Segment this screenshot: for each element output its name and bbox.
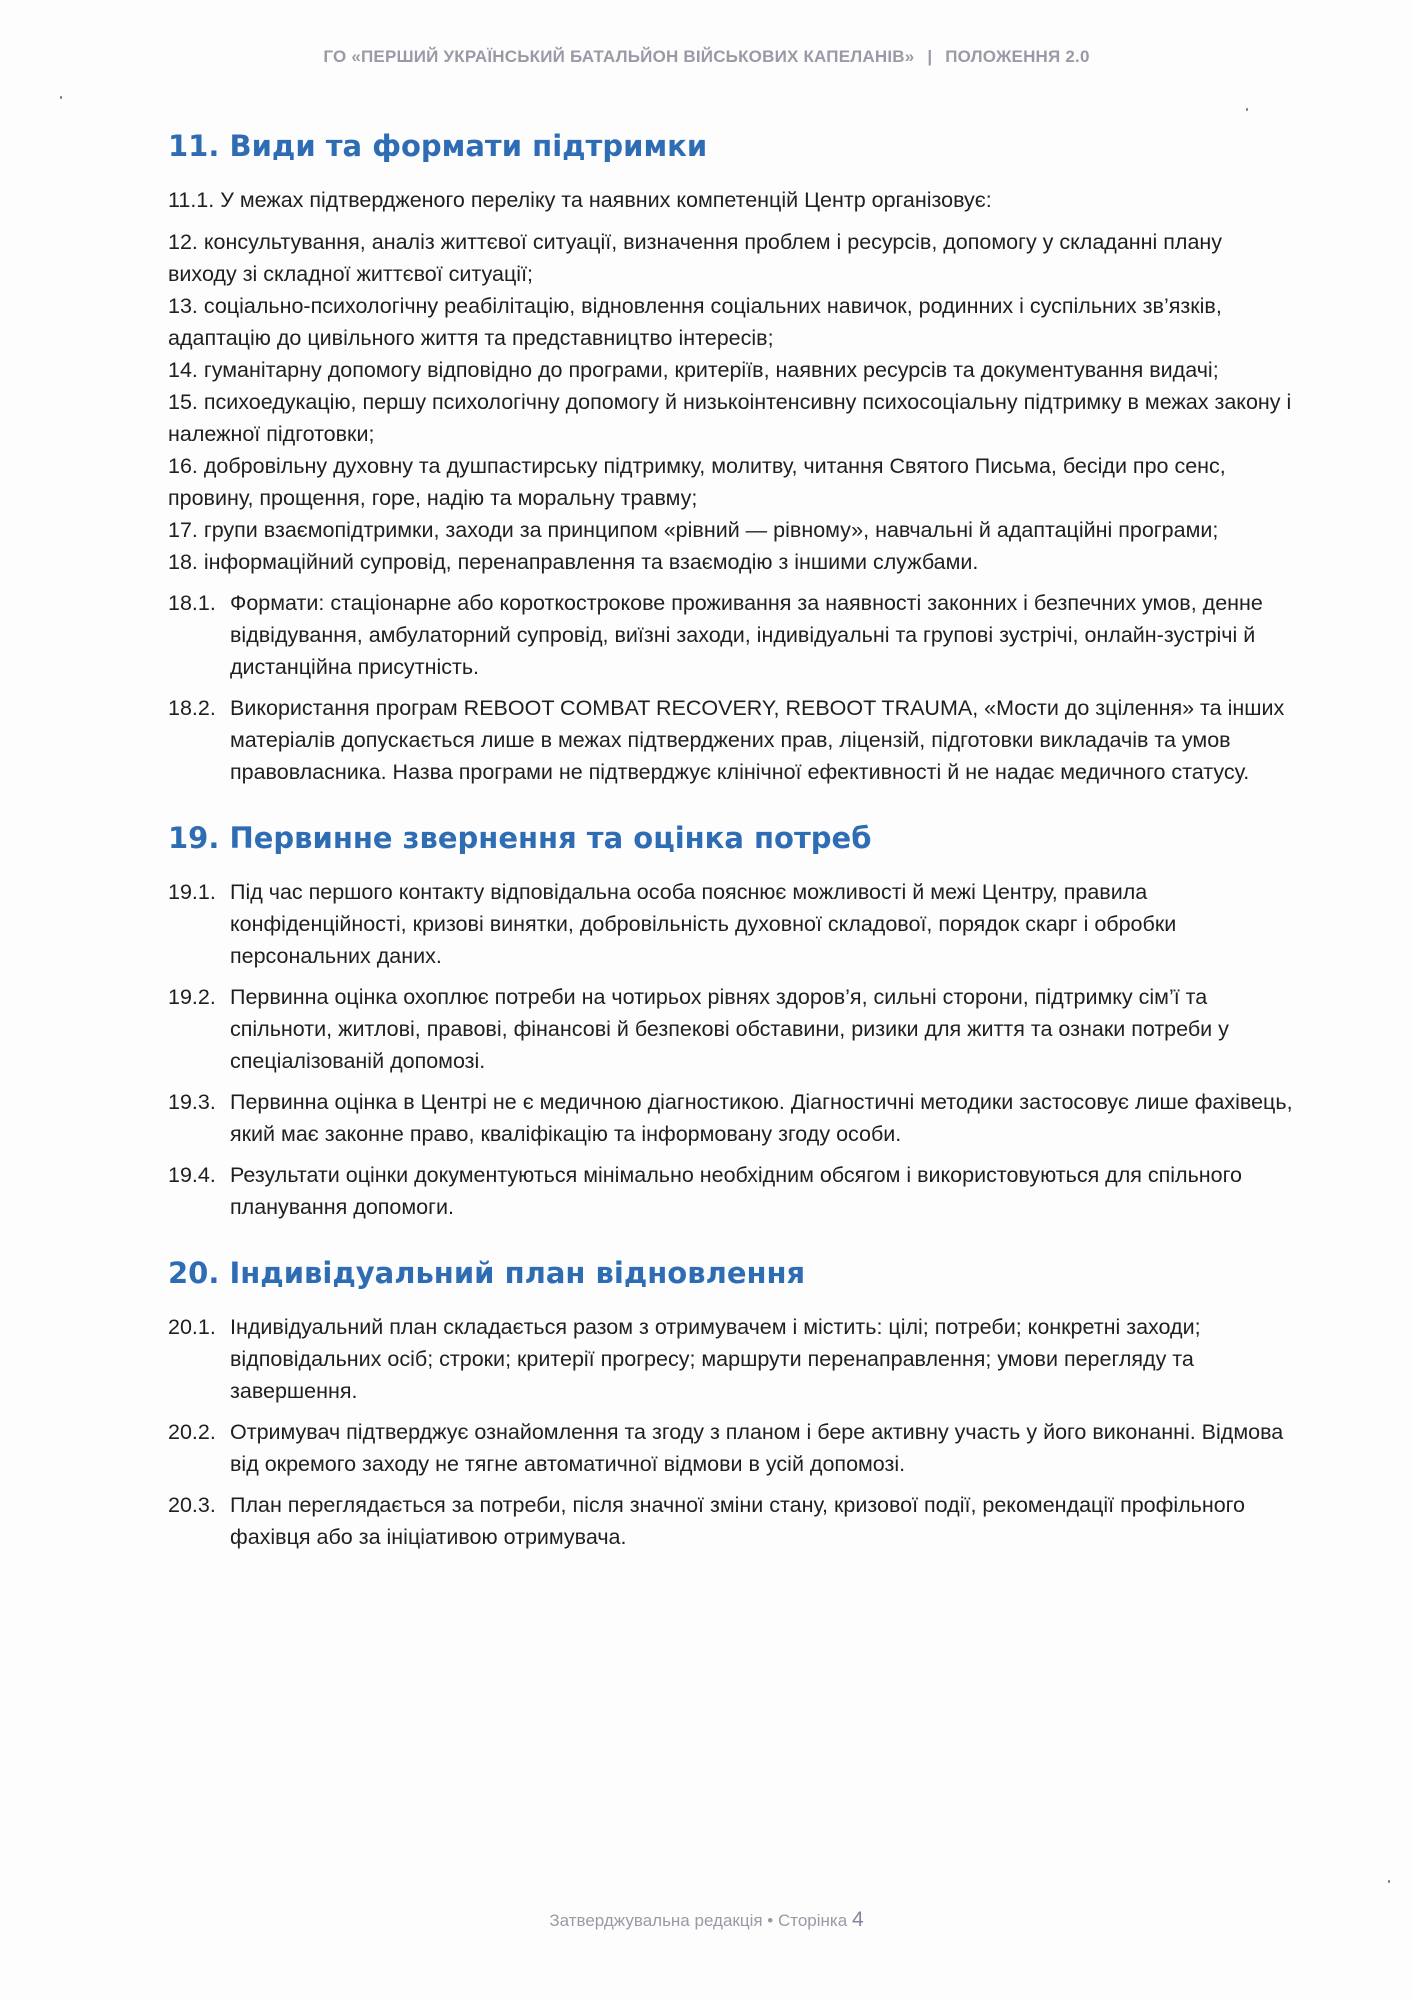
scan-speck xyxy=(60,96,62,99)
scan-speck xyxy=(1246,108,1248,111)
list-item-16: 16. добровільну духовну та душпастирську підтримку, молитву, читання Святого Письма, бесіди про сенс, провину, прощення, горе, надію та моральну травму; xyxy=(168,454,1226,510)
section-11-1-lead: 11.1. У межах підтвердженого переліку та наявних компетенцій Центр організовує: xyxy=(168,188,992,212)
clause-text: Первинна оцінка охоплює потреби на чотирьох рівнях здоров’я, сильні сторони, підтримку сім’ї та спільноти, житлові, правові, фінансові й безпекові обставини, ризики для життя та ознаки потреби у спеціалізованій допомозі. xyxy=(230,985,1229,1073)
running-header xyxy=(0,47,1413,67)
clause-20-2 xyxy=(168,1416,1296,1480)
footer-page-number: 4 xyxy=(851,1908,864,1931)
clause-number: 20.3. xyxy=(168,1493,216,1517)
clause-19-1 xyxy=(168,876,1296,972)
list-item-13: 13. соціально-психологічну реабілітацію, відновлення соціальних навичок, родинних і суспільних зв’язків, адаптацію до цивільного життя та представництво інтересів; xyxy=(168,294,1222,350)
clause-text: Під час першого контакту відповідальна особа пояснює можливості й межі Центру, правила конфіденційності, кризові винятки, добровільність духовної складової, порядок скарг і обробки персональних даних. xyxy=(230,880,1177,968)
section-11 xyxy=(168,122,1296,788)
clause-text: Результати оцінки документуються мінімально необхідним обсягом і використовуються для спільного планування допомоги. xyxy=(230,1163,1242,1219)
section-19-heading: 19. Первинне звернення та оцінка потреб xyxy=(168,821,872,855)
list-item-18: 18. інформаційний супровід, перенаправлення та взаємодію з іншими службами. xyxy=(168,550,979,574)
clause-19-3 xyxy=(168,1086,1296,1150)
footer-page-word: Сторінка xyxy=(777,1911,848,1930)
list-item-17: 17. групи взаємопідтримки, заходи за принципом «рівний — рівному», навчальні й адаптаційні програми; xyxy=(168,518,1219,542)
clause-number: 19.3. xyxy=(168,1090,216,1114)
clause-text: План переглядається за потреби, після значної зміни стану, кризової події, рекомендації профільного фахівця або за ініціативою отримувача. xyxy=(230,1493,1245,1549)
clause-text: Індивідуальний план складається разом з отримувачем і містить: цілі; потреби; конкретні заходи; відповідальних осіб; строки; критерії прогресу; маршрути перенаправлення; умови перегляду та завершення. xyxy=(230,1315,1201,1403)
clause-18-2 xyxy=(168,692,1296,788)
clause-18-1 xyxy=(168,587,1296,683)
header-doc-title: ПОЛОЖЕННЯ 2.0 xyxy=(945,47,1090,66)
list-item-15: 15. психоедукацію, першу психологічну допомогу й низькоінтенсивну психосоціальну підтримку в межах закону і належної підготовки; xyxy=(168,390,1292,446)
clause-20-1 xyxy=(168,1311,1296,1407)
clause-number: 20.1. xyxy=(168,1315,216,1339)
clause-text: Отримувач підтверджує ознайомлення та згоду з планом і бере активну участь у його виконанні. Відмова від окремого заходу не тягне автоматичної відмови в усій допомозі. xyxy=(230,1420,1284,1476)
clause-number: 19.2. xyxy=(168,985,216,1009)
clause-19-2 xyxy=(168,981,1296,1077)
list-item-12: 12. консультування, аналіз життєвої ситуації, визначення проблем і ресурсів, допомогу у складанні плану виходу зі складної життєвої ситуації; xyxy=(168,230,1223,286)
clause-number: 20.2. xyxy=(168,1420,216,1444)
section-20-heading: 20. Індивідуальний план відновлення xyxy=(168,1256,806,1290)
clause-text: Використання програм REBOOT COMBAT RECOVERY, REBOOT TRAUMA, «Мости до зцілення» та інших матеріалів допускається лише в межах підтверджених прав, ліцензій, підготовки викладачів та умов правовласника. Назва програми не підтверджує клінічної ефективності й не надає медичного статусу. xyxy=(230,696,1285,784)
clause-number: 18.2. xyxy=(168,696,216,720)
clause-20-3 xyxy=(168,1489,1296,1553)
clause-19-4 xyxy=(168,1159,1296,1223)
clause-text: Первинна оцінка в Центрі не є медичною діагностикою. Діагностичні методики застосовує лише фахівець, який має законне право, кваліфікацію та інформовану згоду особи. xyxy=(230,1090,1293,1146)
clause-number: 19.4. xyxy=(168,1163,216,1187)
clause-number: 19.1. xyxy=(168,880,216,904)
list-item-14: 14. гуманітарну допомогу відповідно до програми, критеріїв, наявних ресурсів та документування видачі; xyxy=(168,358,1219,382)
page-footer xyxy=(0,1908,1413,1932)
clause-number: 18.1. xyxy=(168,591,216,615)
page-content xyxy=(168,122,1296,1579)
footer-label: Затверджувальна редакція xyxy=(549,1911,763,1930)
section-20 xyxy=(168,1249,1296,1553)
scan-speck xyxy=(1388,1880,1390,1883)
section-11-heading: 11. Види та формати підтримки xyxy=(168,129,708,163)
footer-bullet: • xyxy=(767,1911,774,1930)
clause-text: Формати: стаціонарне або короткострокове проживання за наявності законних і безпечних умов, денне відвідування, амбулаторний супровід, виїзні заходи, індивідуальні та групові зустрічі, онлайн-зустрічі й дистанційна присутність. xyxy=(230,591,1263,679)
header-org: ГО «ПЕРШИЙ УКРАЇНСЬКИЙ БАТАЛЬЙОН ВІЙСЬКОВИХ КАПЕЛАНІВ» xyxy=(323,47,915,66)
section-19 xyxy=(168,814,1296,1223)
header-separator: | xyxy=(927,47,933,66)
